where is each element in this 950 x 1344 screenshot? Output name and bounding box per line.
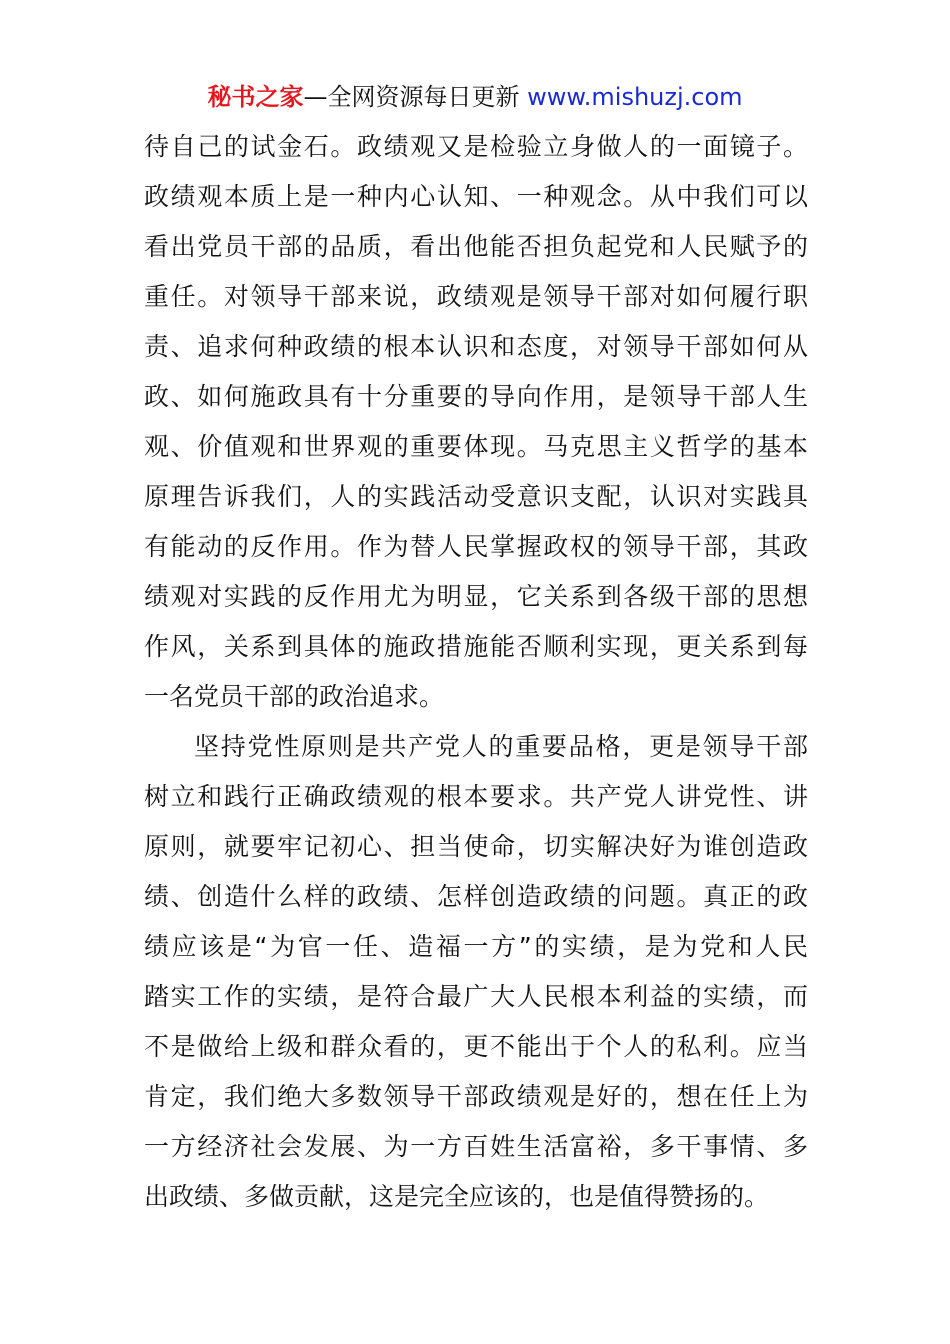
text-line: 原理告诉我们，人的实践活动受意识支配，认识对实践具 [144,482,808,511]
text-line: 出政绩、多做贡献，这是完全应该的，也是值得赞扬的。 [144,1182,770,1211]
text-line: 作风，关系到具体的施政措施能否顺利实现，更关系到每 [144,632,808,661]
site-url-link[interactable]: www.mishuzj.com [527,83,743,111]
text-line: 待自己的试金石。政绩观又是检验立身做人的一面镜子。 [144,132,808,161]
text-line: 一名党员干部的政治追求。 [144,682,445,711]
text-line: 绩、创造什么样的政绩、怎样创造政绩的问题。真正的政 [144,882,808,911]
text-line: 不是做给上级和群众看的，更不能出于个人的私利。应当 [144,1032,808,1061]
text-line: 有能动的反作用。作为替人民掌握政权的领导干部，其政 [144,532,808,561]
text-line: 重任。对领导干部来说，政绩观是领导干部对如何履行职 [144,282,808,311]
text-line: 绩应该是“为官一任、造福一方”的实绩，是为党和人民 [144,932,808,961]
text-line: 树立和践行正确政绩观的根本要求。共产党人讲党性、讲 [144,782,808,811]
text-line: 一方经济社会发展、为一方百姓生活富裕，多干事情、多 [144,1132,808,1161]
text-line: 政、如何施政具有十分重要的导向作用，是领导干部人生 [144,382,808,411]
text-line: 看出党员干部的品质，看出他能否担负起党和人民赋予的 [144,232,808,261]
site-tagline: —全网资源每日更新 [303,83,528,111]
text-line: 绩观对实践的反作用尤为明显，它关系到各级干部的思想 [144,582,808,611]
text-line: 踏实工作的实绩，是符合最广大人民根本利益的实绩，而 [144,982,808,1011]
paragraph-2 [144,722,808,1222]
text-line: 肯定，我们绝大多数领导干部政绩观是好的，想在任上为 [144,1082,808,1111]
text-line: 责、追求何种政绩的根本认识和态度，对领导干部如何从 [144,332,808,361]
site-brand: 秘书之家 [207,83,304,111]
document-body [144,122,808,1222]
text-line: 观、价值观和世界观的重要体现。马克思主义哲学的基本 [144,432,808,461]
text-line: 坚持党性原则是共产党人的重要品格，更是领导干部 [194,732,808,761]
site-header [0,80,950,114]
paragraph-1 [144,122,808,722]
text-line: 原则，就要牢记初心、担当使命，切实解决好为谁创造政 [144,832,808,861]
text-line: 政绩观本质上是一种内心认知、一种观念。从中我们可以 [144,182,808,211]
